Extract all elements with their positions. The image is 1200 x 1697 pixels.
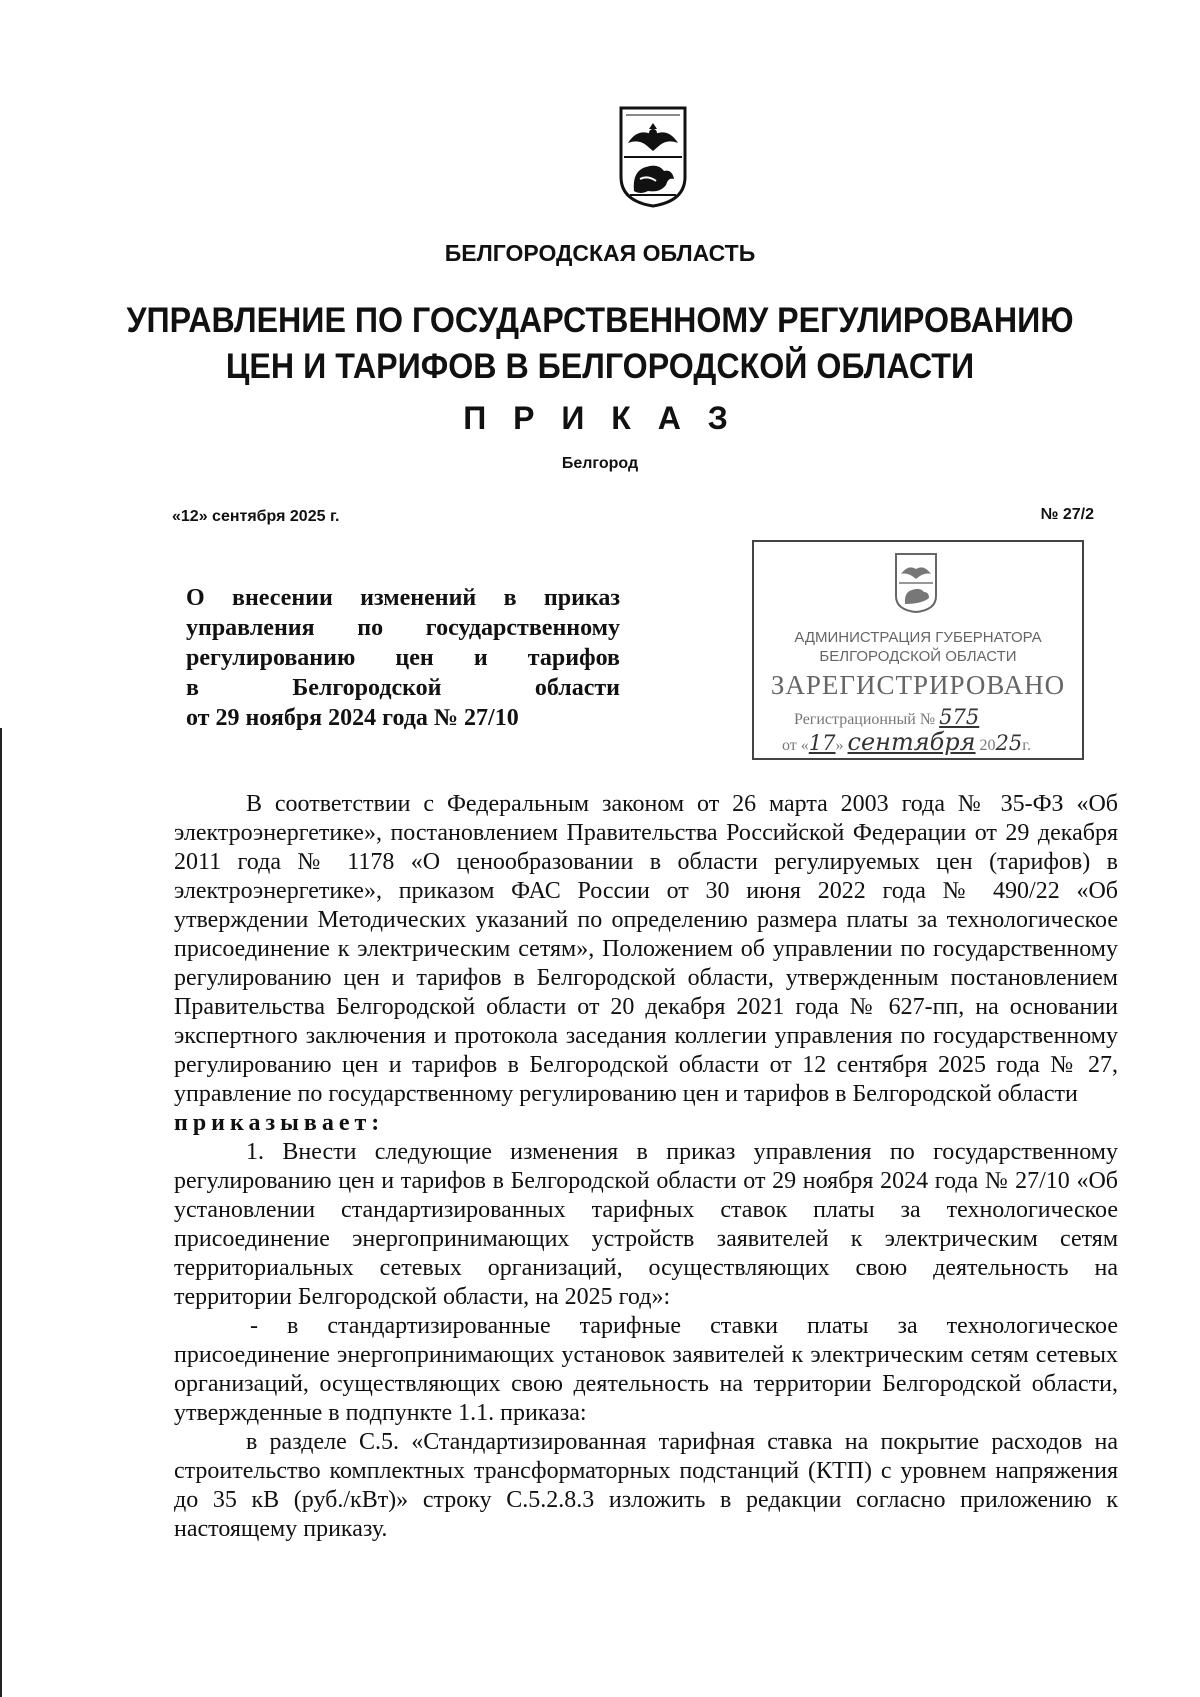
subject-line: регулированию цен и тарифов <box>186 645 620 671</box>
subject-line: в Белгородской области <box>186 675 620 701</box>
city-label: Белгород <box>561 455 639 472</box>
region-title: БЕЛГОРОДСКАЯ ОБЛАСТЬ <box>444 240 756 266</box>
stamp-org-line-1: АДМИНИСТРАЦИЯ ГУБЕРНАТОРА <box>794 629 1042 646</box>
body-orders-keyword <box>174 1109 1118 1138</box>
document-date: «12» сентября 2025 г. <box>172 508 340 525</box>
stamp-emblem <box>894 552 938 614</box>
body-paragraph-item-1: 1. Внести следующие изменения в приказ управления по государственному регулированию цен и тарифов в Белгородской области от 29 ноября 2024 года № 27/10 «Об установлении стандартизированных тарифных ставок платы за технологическое присоединение энергопринимающих устройств заявителей к электрическим сетям территориальных сетевых организаций, осуществляющих свою деятельность на территории Белгородской области, на 2025 год»: <box>174 1139 1118 1310</box>
subject-line: от 29 ноября 2024 года № 27/10 <box>186 705 519 731</box>
authority-line-2: ЦЕН И ТАРИФОВ В БЕЛГОРОДСКОЙ ОБЛАСТИ <box>225 347 975 386</box>
stamp-reg-number-row <box>794 705 979 729</box>
scan-edge-line <box>0 728 2 1697</box>
stamp-organization <box>754 628 1082 666</box>
body-paragraph-subitem: - в стандартизированные тарифные ставки платы за технологическое присоединение энергопринимающих установок заявителей к электрическим сетям сетевых организаций, осуществляющих свою деятельность на территории Белгородской области, утвержденные в подпункте 1.1. приказа: <box>174 1313 1118 1426</box>
stamp-date-year-prefix: 20 <box>979 737 996 754</box>
stamp-date-prefix: от « <box>782 737 809 754</box>
document-number: № 27/2 <box>1040 506 1094 523</box>
stamp-reg-label: Регистрационный № <box>794 711 936 728</box>
stamp-org-line-2: БЕЛГОРОДСКОЙ ОБЛАСТИ <box>819 648 1017 665</box>
document-body <box>174 790 1118 1544</box>
stamp-reg-number: 575 <box>939 705 980 729</box>
orders-keyword: приказывает: <box>174 1110 385 1136</box>
stamp-date-month: сентября <box>847 728 976 756</box>
stamp-date-mid: » <box>835 737 844 754</box>
stamp-registered: ЗАРЕГИСТРИРОВАНО <box>770 670 1066 700</box>
body-paragraph-section: в разделе С.5. «Стандартизированная тарифная ставка на покрытие расходов на строительство комплектных трансформаторных подстанций (КТП) с уровнем напряжения до 35 кВ (руб./кВт)» строку С.5.2.8.3 изложить в редакции согласно приложению к настоящему приказу. <box>174 1429 1118 1542</box>
document-type: П Р И К А З <box>463 400 737 436</box>
stamp-date-year-suffix: 25 <box>995 731 1023 755</box>
subject-line: управления по государственному <box>186 615 620 641</box>
stamp-date-end: г. <box>1022 737 1032 754</box>
stamp-date-row <box>782 728 1031 756</box>
subject-line: О внесении изменений в приказ <box>186 585 620 611</box>
stamp-date-day: 17 <box>808 731 836 755</box>
registration-stamp <box>752 540 1084 760</box>
authority-line-1: УПРАВЛЕНИЕ ПО ГОСУДАРСТВЕННОМУ РЕГУЛИРОВАНИЮ <box>126 301 1074 340</box>
coat-of-arms-emblem <box>618 105 688 209</box>
authority-title <box>48 298 1152 390</box>
document-subject <box>186 583 620 733</box>
body-paragraph-preamble: В соответствии с Федеральным законом от 26 марта 2003 года № 35-ФЗ «Об электроэнергетике», постановлением Правительства Российской Федерации от 29 декабря 2011 года № 1178 «О ценообразовании в области регулируемых цен (тарифов) в электроэнергетике», приказом ФАС России от 30 июня 2022 года № 490/22 «Об утверждении Методических указаний по определению размера платы за технологическое присоединение к электрическим сетям», Положением об управлении по государственному регулированию цен и тарифов в Белгородской области, утвержденным постановлением Правительства Белгородской области от 20 декабря 2021 года № 627-пп, на основании экспертного заключения и протокола заседания коллегии управления по государственному регулированию цен и тарифов в Белгородской области от 12 сентября 2025 года № 27, управление по государственному регулированию цен и тарифов в Белгородской области <box>174 791 1118 1107</box>
